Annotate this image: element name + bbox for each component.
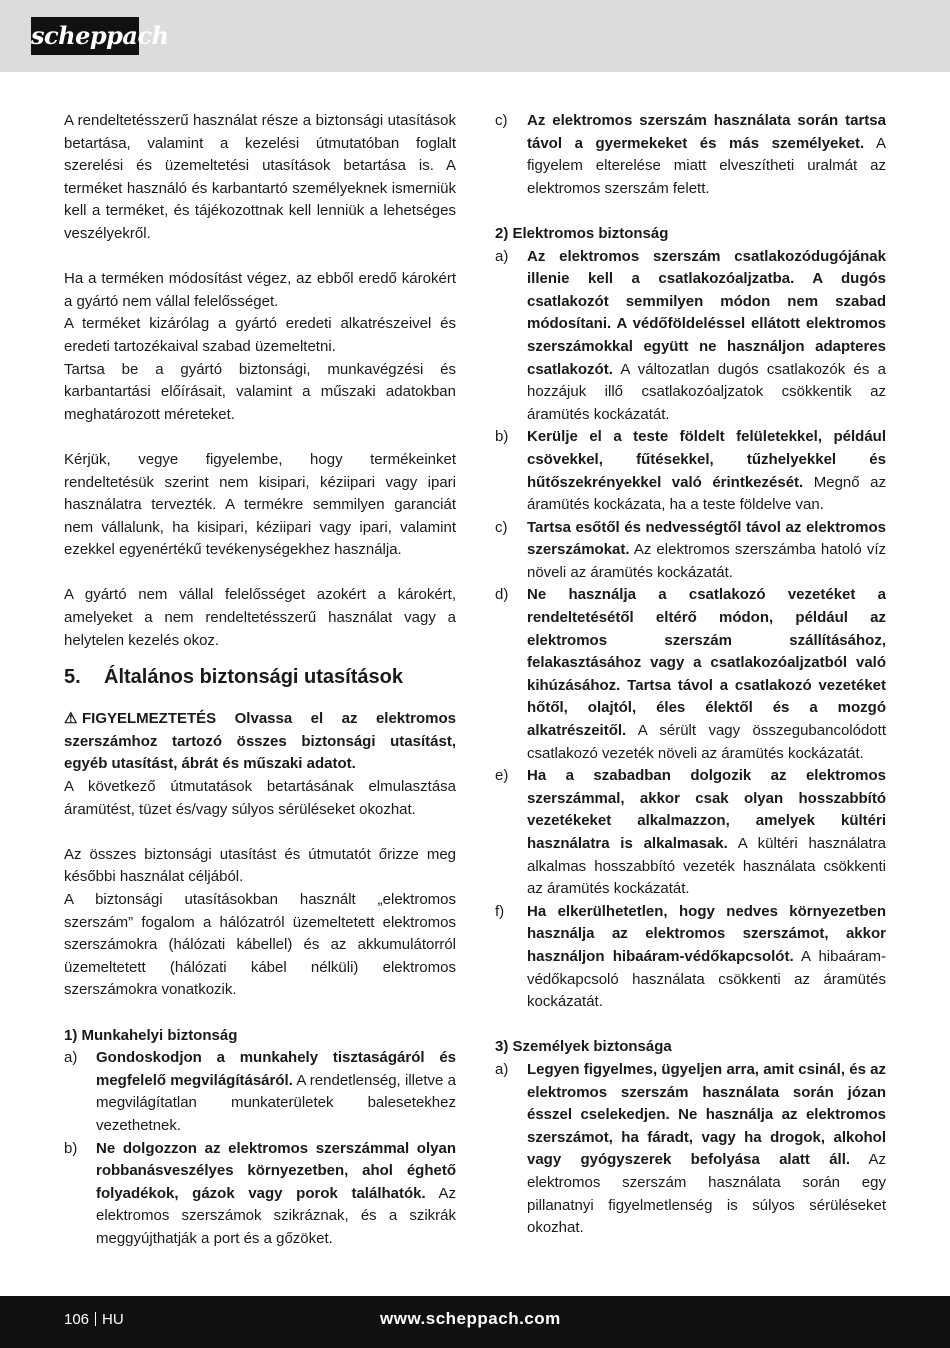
list-item-bold: Ne dolgozzon az elektromos szerszámmal olyan robbanásveszélyes környezetben, ahol éghető folyadékok, gázok vagy porok találhatók. [96, 1139, 456, 1202]
list-item-bold: Az elektromos szerszám használata során tartsa távol a gyermekeket és más személyeket. [527, 112, 886, 152]
separator [95, 1312, 96, 1326]
subsection-title: 3) Személyek biztonsága [495, 1038, 672, 1056]
list-item-bold: Ha elkerülhetetlen, hogy nedves környezetben használja az elektromos szerszámot, akkor használjon hibaáram-védőkapcsolót. [527, 902, 886, 965]
list-marker: c) [495, 518, 508, 536]
list-marker: a) [64, 1049, 78, 1067]
subsection-title: 2) Elektromos biztonság [495, 224, 669, 242]
subsection-title: 1) Munkahelyi biztonság [64, 1026, 238, 1044]
list-item-text: A sérült vagy összegubancolódott csatlakozó vezeték növeli az áramütés kockázatát. [527, 722, 886, 762]
list-item [64, 1047, 456, 1137]
warning-text: A következő útmutatások betartásának elmulasztása áramütést, tüzet és/vagy súlyos sérüléseket okozhat. [64, 778, 456, 818]
paragraph: Ha a terméken módosítást végez, az ebből eredő károkért a gyártó nem vállal felelősséget. [64, 270, 456, 310]
list-item-bold: Gondoskodjon a munkahely tisztaságáról és megfelelő megvilágításáról. [96, 1049, 456, 1089]
warning-bold-text: FIGYELMEZTETÉS Olvassa el az elektromos szerszámhoz tartozó összes biztonsági utasítást, egyéb utasítást, ábrát és műszaki adatot. [64, 710, 456, 773]
list-item [495, 517, 886, 585]
section-heading [64, 664, 456, 690]
list-item-text: Az elektromos szerszámba hatoló víz növeli az áramütés kockázatát. [527, 541, 886, 581]
list-marker: d) [495, 586, 509, 604]
list-item [495, 426, 886, 516]
list-item-text: A rendetlenség, illetve a megvilágítatlan munkaterületek balesetekhez vezethetnek. [96, 1071, 456, 1134]
list-marker: a) [495, 247, 509, 265]
page-footer [0, 1296, 950, 1348]
page-number: 106 [64, 1311, 90, 1328]
paragraph: A terméket kizárólag a gyártó eredeti alkatrészeivel és eredeti tartozékaival szabad üzemeltetni. [64, 315, 456, 355]
list-item-bold: Az elektromos szerszám csatlakozódugójának illenie kell a csatlakozóaljzatba. A dugós csatlakozót semmilyen módon nem szabad módosítani. A védőföldeléssel ellátott elektromos szerszámokkal együtt ne használjon adapteres csatlakozót. [527, 247, 886, 378]
scheppach-logo: scheppach [31, 17, 139, 55]
website-url[interactable]: www.scheppach.com [380, 1309, 561, 1328]
warning-triangle-icon: ⚠ [64, 710, 78, 728]
language-code: HU [102, 1311, 124, 1328]
list-item [495, 901, 886, 1014]
list-item [495, 584, 886, 765]
list-item [64, 1138, 456, 1251]
list-item [495, 246, 886, 427]
page-header [0, 0, 950, 72]
list-item-bold: Ne használja a csatlakozó vezetéket a rendeltetésétől eltérő módon, például az elektromos szerszám szállításához, felakasztásához vagy a csatlakozóaljzatból való kihúzásához. Tartsa távol a csatlakozó vezetéket hőtől, olajtól, éles élektől és a mozgó alkatrészeitől. [527, 586, 886, 740]
list-marker: b) [64, 1139, 78, 1157]
list-marker: f) [495, 902, 505, 920]
list-marker: a) [495, 1060, 509, 1078]
paragraph: Az összes biztonsági utasítást és útmutatót őrizze meg későbbi használat céljából. [64, 845, 456, 886]
list-item [495, 1059, 886, 1240]
list-item-text: A változatlan dugós csatlakozók és a hozzájuk illő csatlakozóaljzatok csökkentik az áramütés kockázatát. [527, 360, 886, 423]
right-column [495, 110, 886, 1240]
list-item-text: Megnő az áramütés kockázata, ha a teste földelve van. [527, 473, 886, 514]
list-item-text: Az elektromos szerszámok szikráznak, és a szikrák meggyújthatják a port és a gőzöket. [96, 1184, 456, 1247]
list-item-bold: Legyen figyelmes, ügyeljen arra, amit csinál, és az elektromos szerszám használata során józan ésszel cselekedjen. Ne használja az elektromos szerszámot, ha fáradt, vagy ha drogok, alkohol vagy gyógyszerek befolyása alatt áll. [527, 1060, 886, 1169]
section-title: Általános biztonsági utasítások [104, 666, 403, 689]
list-marker: b) [495, 428, 509, 446]
warning-block [64, 708, 456, 776]
left-column [64, 110, 456, 1251]
list-item-text: A figyelem elterelése miatt elveszítheti uralmát az elektromos szerszám felett. [527, 134, 886, 197]
list-item-bold: Ha a szabadban dolgozik az elektromos szerszámmal, akkor csak olyan hosszabbító vezetékeket alkalmazzon, amelyek kültéri használatra is alkalmasak. [527, 767, 886, 852]
paragraph: A rendeltetésszerű használat része a biztonsági utasítások betartása, valamint a kezelési útmutatóban foglalt szerelési és üzemeltetési utasítások betartása is. A terméket használó és karbantartó személyeknek ismerniük kell a terméket, és tájékozottnak kell lenniük a lehetséges veszélyekről. [64, 112, 456, 242]
list-item [495, 110, 886, 200]
list-item-text: A kültéri használatra alkalmas hosszabbító vezeték használata csökkenti az áramütés kockázatát. [527, 835, 886, 898]
paragraph: Tartsa be a gyártó biztonsági, munkavégzési és karbantartási előírásait, valamint a műszaki adatokban meghatározott méreteket. [64, 360, 456, 423]
list-item-text: Az elektromos szerszám használata során egy pillanatnyi figyelmetlenség is súlyos sérüléseket okozhat. [527, 1151, 886, 1237]
list-item [495, 765, 886, 901]
list-item-bold: Tartsa esőtől és nedvességtől távol az elektromos szerszámokat. [527, 518, 886, 559]
paragraph: A gyártó nem vállal felelősséget azokért a károkért, amelyeket a nem rendeltetésszerű használat vagy a helytelen kezelés okoz. [64, 586, 456, 649]
list-item-text: A hibaáram-védőkapcsoló használata csökkenti az áramütés kockázatát. [527, 947, 886, 1011]
paragraph: Kérjük, vegye figyelembe, hogy termékeinket rendeltetésük szerint nem kisipari, kéziipari vagy ipari használatra tervezték. A termékre semmilyen garanciát nem vállalunk, ha kisipari, kéziipari vagy ipari, valamint ezekkel egyenértékű tevékenységekhez használja. [64, 450, 456, 559]
paragraph: A biztonsági utasításokban használt „elektromos szerszám” fogalom a hálózatról üzemeltetett elektromos szerszámokra (hálózati kábellel) és az akkumulátorról üzemeltetett (hálózati kábel nélküli) elektromos szerszámokra vonatkozik. [64, 891, 456, 999]
list-marker: c) [495, 112, 508, 129]
page-info [64, 1311, 124, 1328]
list-marker: e) [495, 767, 509, 785]
list-item-bold: Kerülje el a teste földelt felületekkel, például csövekkel, fűtésekkel, tűzhelyekkel és hűtőszekrényekkel való érintkezését. [527, 428, 886, 491]
section-number: 5. [64, 666, 81, 689]
